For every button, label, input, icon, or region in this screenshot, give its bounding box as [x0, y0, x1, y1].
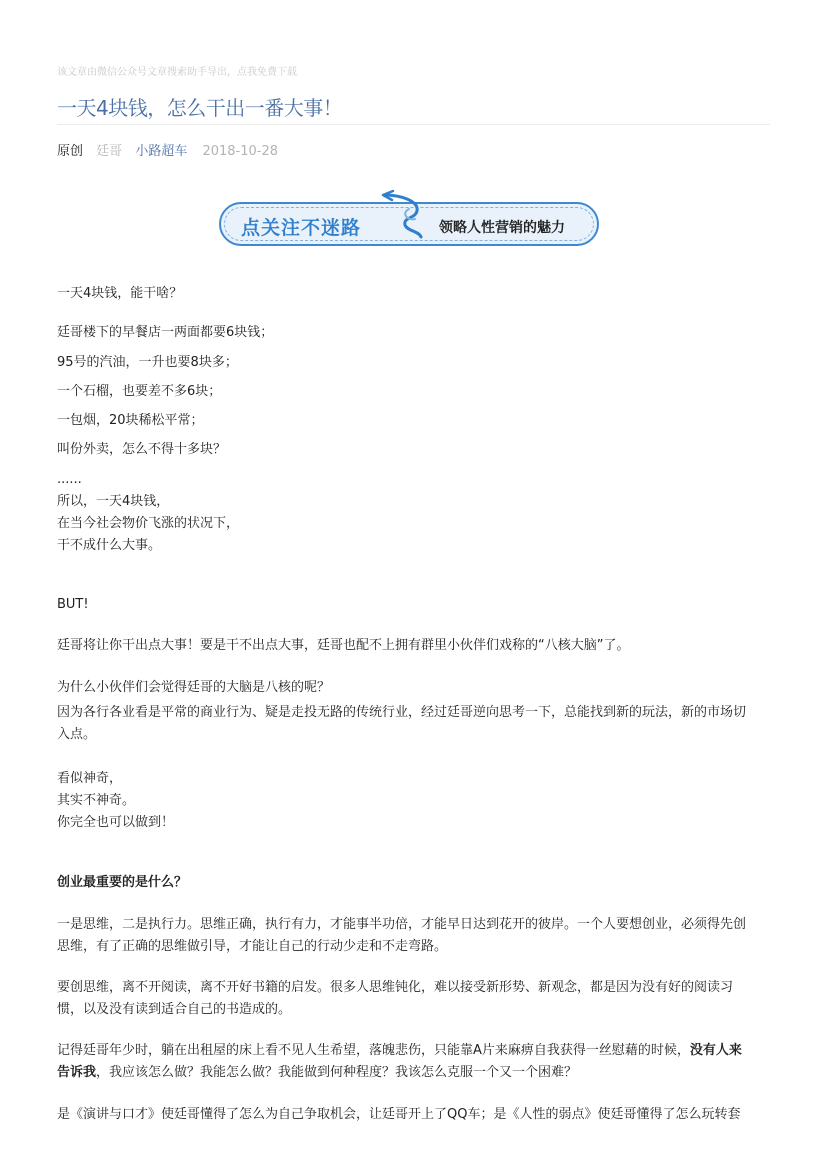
banner-left-text: 点关注不迷路	[241, 217, 362, 239]
publish-date: 2018-10-28	[202, 144, 279, 159]
text-line: 一是思维，二是执行力。思维正确，执行有力，才能事半功倍，才能早日达到花开的彼岸。一个人要想创业，必须得先创	[57, 917, 747, 932]
paragraph: 一个石榴，也要差不多6块；	[57, 384, 222, 399]
bold-text: 告诉我	[57, 1065, 97, 1080]
text-line: 干不成什么大事。	[57, 538, 162, 553]
text-line: 所以，一天4块钱，	[57, 494, 170, 509]
text-line	[57, 1062, 770, 1084]
text-line: 在当今社会物价飞涨的状况下，	[57, 516, 240, 531]
text-line: 你完全也可以做到！	[57, 815, 175, 830]
text-line: 入点。	[57, 727, 97, 742]
swirl-arrow-icon	[379, 185, 439, 253]
paragraph-block	[57, 768, 770, 834]
paragraph-block	[57, 702, 770, 746]
paragraph: 廷哥楼下的早餐店一两面都要6块钱；	[57, 325, 274, 340]
text-line	[57, 1040, 770, 1062]
text-run: ，我应该怎么做？我能怎么做？我能做到何种程度？我该怎么克服一个又一个困难？	[96, 1065, 578, 1080]
text-line: 因为各行各业看是平常的商业行为、疑是走投无路的传统行业，经过廷哥逆向思考一下，总能找到新的玩法，新的市场切	[57, 705, 747, 720]
follow-banner	[219, 185, 603, 253]
article-title: 一天4块钱，怎么干出一番大事！	[57, 96, 343, 120]
export-notice[interactable]: 该文章由微信公众号文章搜索助手导出，点我免费下载	[57, 67, 297, 78]
account-link[interactable]: 小路超车	[135, 144, 188, 159]
text-line: 要创思维，离不开阅读，离不开好书籍的启发。很多人思维钝化，难以接受新形势、新观念，都是因为没有好的阅读习	[57, 980, 734, 995]
text-line: ......	[57, 472, 82, 487]
paragraph-block	[57, 469, 770, 557]
text-run: 记得廷哥年少时，躺在出租屋的床上看不见人生希望，落魄悲伤，只能靠A片来麻痹自我获得一丝慰藉的时候，	[57, 1043, 690, 1058]
paragraph: 是《演讲与口才》使廷哥懂得了怎么为自己争取机会，让廷哥开上了QQ车；是《人性的弱点》使廷哥懂得了怎么玩转套	[57, 1107, 741, 1122]
bold-text: 没有人来	[689, 1043, 742, 1058]
article-meta	[57, 140, 287, 159]
paragraph: 95号的汽油，一升也要8块多；	[57, 355, 238, 370]
text-line: 看似神奇，	[57, 771, 123, 786]
paragraph-block	[57, 914, 770, 958]
paragraph: 一包烟，20块稀松平常；	[57, 413, 204, 428]
original-label: 原创	[57, 144, 84, 159]
paragraph: 为什么小伙伴们会觉得廷哥的大脑是八核的呢？	[57, 680, 331, 695]
banner-right-text: 领略人性营销的魅力	[439, 220, 565, 236]
paragraph-block	[57, 977, 770, 1021]
author-name: 廷哥	[96, 144, 123, 159]
text-line: 思维，有了正确的思维做引导，才能让自己的行动少走和不走弯路。	[57, 939, 448, 954]
paragraph: 一天4块钱，能干啥？	[57, 286, 183, 301]
text-line: 惯，以及没有读到适合自己的书造成的。	[57, 1002, 292, 1017]
title-divider	[57, 124, 770, 125]
text-line: 其实不神奇。	[57, 793, 136, 808]
paragraph: 叫份外卖，怎么不得十多块？	[57, 442, 227, 457]
paragraph: BUT!	[57, 597, 89, 612]
paragraph: 廷哥将让你干出点大事！要是干不出点大事，廷哥也配不上拥有群里小伙伴们戏称的“八核大脑”了。	[57, 638, 630, 653]
paragraph-block	[57, 1040, 770, 1084]
section-heading: 创业最重要的是什么？	[57, 875, 188, 890]
